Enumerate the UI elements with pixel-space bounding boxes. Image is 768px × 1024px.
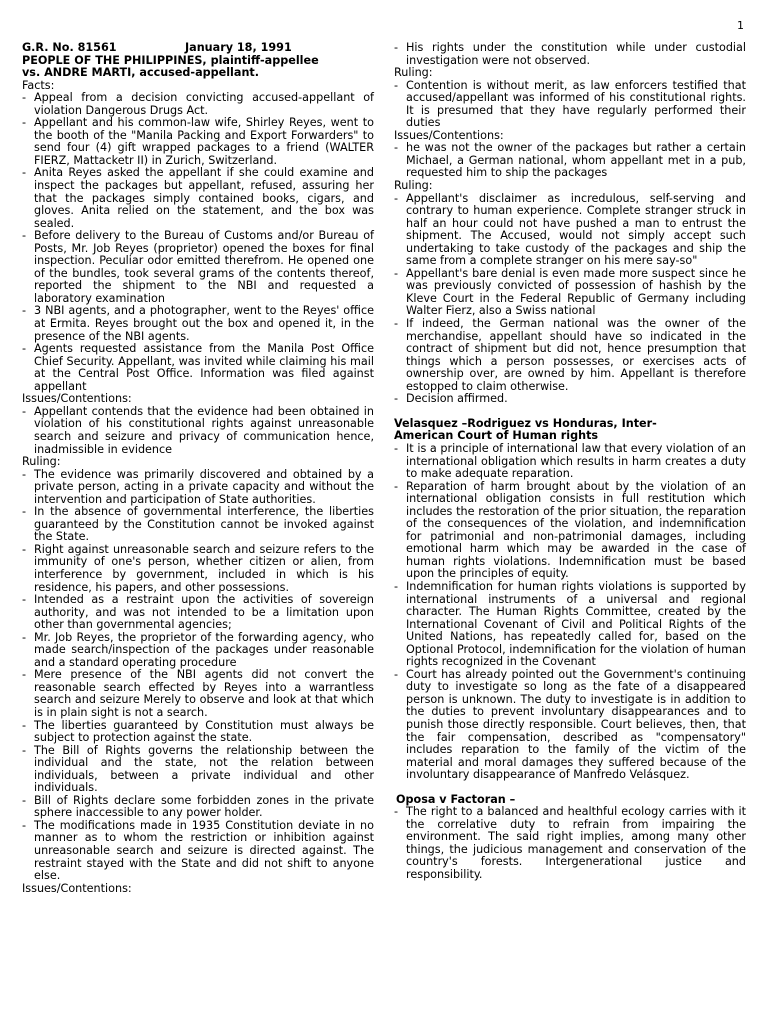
list-item	[22, 305, 374, 343]
left-column	[22, 42, 374, 895]
issues-label: Issues/Contentions:	[22, 392, 132, 406]
item-text: In the absence of governmental interference, the liberties guaranteed by the Constitution cannot be invoked against the State.	[34, 505, 374, 544]
item-text: Appellant's bare denial is even made more suspect since he was previously convicted of possession of hashish by the Kleve Court in the Federal Republic of Germany including Walter Fierz, also a Swiss national	[406, 266, 746, 318]
item-text: Appellant contends that the evidence had been obtained in violation of his constitutional rights against unreasonable search and seizure and privacy of communication hence, inadmissible in evidence	[34, 404, 374, 456]
list-item	[22, 230, 374, 305]
item-text: Agents requested assistance from the Manila Post Office Chief Security. Appellant, was invited while claiming his mail at the Central Post Office. Information was filed against appellant	[34, 342, 374, 393]
bullet-dash: -	[22, 818, 27, 832]
list-item	[22, 406, 374, 456]
list-item	[394, 42, 746, 67]
case-header-row	[22, 42, 374, 55]
case2-list	[394, 443, 746, 782]
facts-label: Facts:	[22, 78, 55, 92]
bullet-dash: -	[22, 542, 27, 556]
list-item	[22, 544, 374, 594]
bullet-dash: -	[22, 668, 27, 682]
bullet-dash: -	[22, 404, 27, 418]
gr-number: G.R. No. 81561	[22, 41, 117, 54]
list-item	[22, 820, 374, 883]
item-text: Anita Reyes asked the appellant if she could examine and inspect the packages but appellant, refused, assuring her that the packages simply contained books, cigars, and gloves. Anita relied on the statement, and the box was sealed.	[34, 166, 374, 230]
bullet-dash: -	[394, 78, 399, 92]
case-title-line-2: vs. ANDRE MARTI, accused-appellant.	[22, 66, 260, 80]
item-text: Before delivery to the Bureau of Customs and/or Bureau of Posts, Mr. Job Reyes (proprietor) opened the boxes for final inspection. Peculiar odor emitted therefrom. He opened one of the bundles, took several grams of the contents thereof, reported the shipment to the NBI and requested a laboratory examination	[34, 229, 374, 305]
section-gap	[394, 782, 746, 794]
bullet-dash: -	[22, 342, 27, 356]
list-item	[394, 481, 746, 581]
item-text: Appeal from a decision convicting accused-appellant of violation Dangerous Drugs Act.	[34, 91, 374, 117]
list-item	[22, 745, 374, 795]
item-text: The evidence was primarily discovered and obtained by a private person, acting in a private capacity and without the intervention and participation of State authorities.	[34, 467, 374, 506]
list-item	[22, 469, 374, 507]
bullet-dash: -	[22, 166, 27, 180]
facts-list	[22, 92, 374, 393]
bullet-dash: -	[22, 793, 27, 807]
list-item	[394, 80, 746, 130]
bullet-dash: -	[394, 191, 399, 205]
list-item	[22, 795, 374, 820]
ruling-label-2: Ruling:	[394, 179, 433, 193]
item-text: Appellant and his common-law wife, Shirley Reyes, went to the booth of the "Manila Packing and Export Forwarders" to send four (4) gift wrapped packages to a friend (WALTER FIERZ, Mattacketr II) in Zurich, Switzerland.	[34, 116, 374, 167]
list-item	[22, 343, 374, 393]
bullet-dash: -	[394, 479, 399, 493]
bullet-dash: -	[22, 467, 27, 481]
bullet-dash: -	[22, 743, 27, 757]
case2-title-line-2: American Court of Human rights	[394, 429, 599, 443]
bullet-dash: -	[394, 317, 399, 331]
issues-list	[22, 406, 374, 456]
list-item	[394, 318, 746, 393]
bullet-dash: -	[394, 141, 399, 155]
list-item	[394, 443, 746, 481]
bullet-dash: -	[394, 667, 399, 681]
ruling-list-2	[394, 193, 746, 406]
issues-label-2: Issues/Contentions:	[22, 881, 132, 895]
list-item	[22, 720, 374, 745]
bullet-dash: -	[22, 116, 27, 130]
item-text: Court has already pointed out the Government's continuing duty to investigate so long as the fate of a disappeared person is unknown. The duty to investigate is in addition to the duties to prevent involuntary disappearances and to punish those directly responsible. Court believes, then, that the fair compensation, described as "compensatory" includes reparation to the family of the victim of the material and moral damages they suffered because of the involuntary disappearance of Manfredo Velásquez.	[406, 667, 746, 782]
bullet-dash: -	[22, 505, 27, 519]
item-text: The right to a balanced and healthful ecology carries with it the correlative duty to refrain from impairing the environment. The said right implies, among many other things, the judicious management and conservation of the country's forests. Intergenerational justice and responsibility.	[406, 805, 746, 881]
item-text: Appellant's disclaimer as incredulous, self-serving and contrary to human experience. Complete stranger struck in half an hour could not have pushed a man to entrust the shipment. The Accused, would not simply accept such undertaking to take custody of the packages and ship the same from a complete stranger on his mere say-so"	[406, 191, 746, 268]
list-item	[394, 142, 746, 180]
case3-list	[394, 806, 746, 881]
bullet-dash: -	[394, 41, 399, 54]
list-item	[394, 806, 746, 881]
item-text: Indemnification for human rights violations is supported by international instruments of a universal and regional character. The Human Rights Committee, created by the International Covenant of Civil and Political Rights of the United Nations, has repeatedly called for, based on the Optional Protocol, indemnification for the violation of human rights recognized in the Covenant	[406, 579, 746, 669]
item-text: The modifications made in 1935 Constitution deviate in no manner as to whom the restriction or inhibition against unreasonable search and seizure is directed against. The restraint stayed with the State and did not shift to anyone else.	[34, 818, 374, 883]
page-number: 1	[737, 19, 744, 32]
bullet-dash: -	[394, 441, 399, 455]
list-item	[22, 92, 374, 117]
list-item	[22, 117, 374, 167]
list-item	[22, 167, 374, 230]
list-item	[394, 193, 746, 268]
bullet-dash: -	[22, 718, 27, 732]
right-column	[394, 42, 746, 882]
bullet-dash: -	[22, 229, 27, 243]
bullet-dash: -	[22, 630, 27, 644]
case-title-line-1: PEOPLE OF THE PHILIPPINES, plaintiff-appellee	[22, 53, 319, 67]
item-text: he was not the owner of the packages but rather a certain Michael, a German national, whom appellant met in a pub, requested him to ship the packages	[406, 141, 746, 180]
list-item	[394, 268, 746, 318]
bullet-dash: -	[22, 91, 27, 105]
item-text: Mere presence of the NBI agents did not convert the reasonable search effected by Reyes into a warrantless search and seizure Merely to observe and look at that which is in plain sight is not a search.	[34, 668, 374, 719]
bullet-dash: -	[22, 593, 27, 607]
issues-label-right: Issues/Contentions:	[394, 128, 504, 142]
bullet-dash: -	[394, 805, 399, 819]
bullet-dash: -	[22, 304, 27, 318]
list-item	[22, 632, 374, 670]
ruling-label: Ruling:	[22, 455, 61, 469]
ruling-list	[22, 469, 374, 883]
item-text: It is a principle of international law that every violation of an international obligation which results in harm creates a duty to make adequate reparation.	[406, 441, 746, 481]
list-item	[22, 669, 374, 719]
case-date: January 18, 1991	[185, 41, 292, 54]
list-item	[394, 581, 746, 669]
case2-title-line-1: Velasquez –Rodriguez vs Honduras, Inter-	[394, 416, 657, 430]
item-text: 3 NBI agents, and a photographer, went to the Reyes' office at Ermita. Reyes brought out the box and opened it, in the presence of the NBI agents.	[34, 304, 374, 343]
case3-title: Oposa v Factoran –	[396, 792, 516, 806]
item-text: Reparation of harm brought about by the violation of an international obligation consists in full restitution which includes the restoration of the prior situation, the reparation of the consequences of the violation, and indemnification for patrimonial and non-patrimonial damages, including emotional harm which may be awarded in the case of human rights violations. Indemnification must be based upon the principles of equity.	[406, 479, 746, 581]
item-text: The liberties guaranteed by Constitution must always be subject to protection against the state.	[34, 718, 374, 745]
bullet-dash: -	[394, 392, 399, 406]
item-text: His rights under the constitution while under custodial investigation were not observed.	[406, 41, 746, 67]
item-text: Contention is without merit, as law enforcers testified that accused/appellant was informed of his constitutional rights. It is presumed that they have regularly performed their duties	[406, 78, 746, 130]
list-item	[394, 393, 746, 406]
ruling-label-1: Ruling:	[394, 66, 433, 80]
item-text: Decision affirmed.	[406, 392, 508, 406]
item-text: The Bill of Rights governs the relationship between the individual and the state, not the relation between individuals, between a private individual and other individuals.	[34, 743, 374, 795]
item-text: Bill of Rights declare some forbidden zones in the private sphere inaccessible to any power holder.	[34, 793, 374, 820]
list-item	[394, 669, 746, 782]
list-item	[22, 506, 374, 544]
item-text: Right against unreasonable search and seizure refers to the immunity of one's person, whether citizen or alien, from interference by government, included in which is his residence, his papers, and other possessions.	[34, 542, 374, 594]
item-text: If indeed, the German national was the owner of the merchandise, appellant should have so indicated in the contract of shipment but did not, hence presumption that things which a person possesses, or exercises acts of ownership over, are owned by him. Appellant is therefore estopped to claim otherwise.	[406, 317, 746, 393]
bullet-dash: -	[394, 266, 399, 280]
item-text: Mr. Job Reyes, the proprietor of the forwarding agency, who made search/inspection of the packages under reasonable and a standard operating procedure	[34, 630, 374, 669]
item-text: Intended as a restraint upon the activities of sovereign authority, and was not intended to be a limitation upon other than governmental agencies;	[34, 593, 374, 632]
list-item	[22, 594, 374, 632]
bullet-dash: -	[394, 579, 399, 593]
